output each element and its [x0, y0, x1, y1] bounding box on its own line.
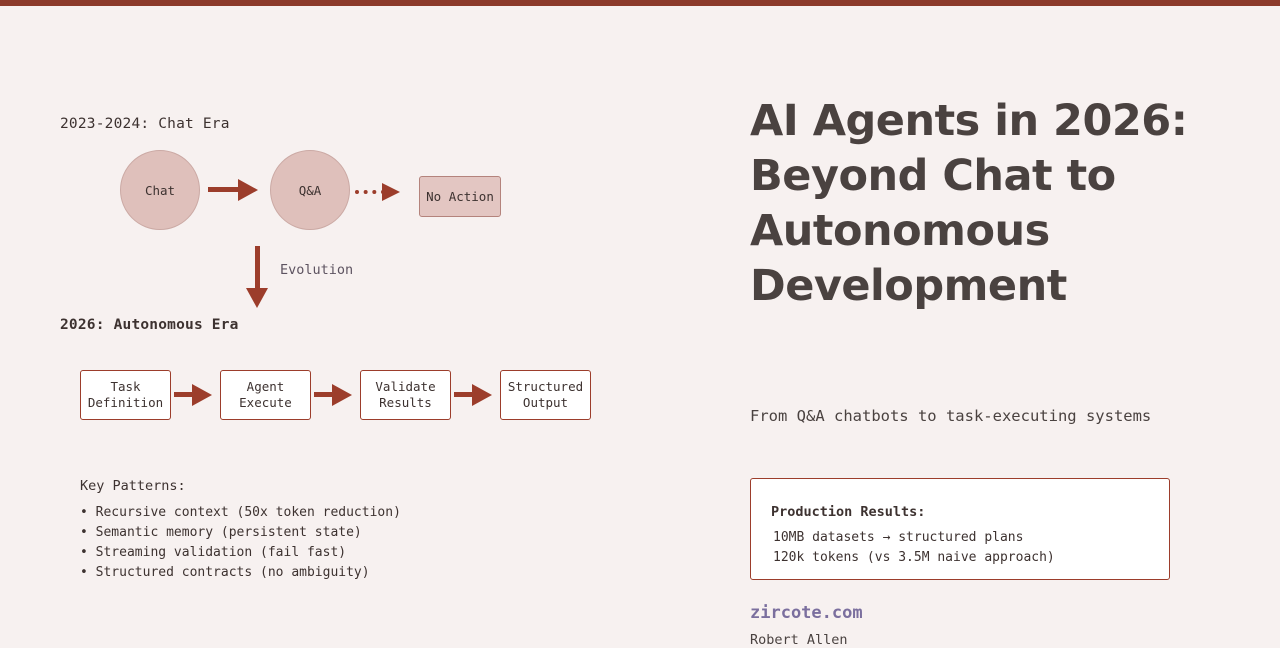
pipeline-step-agent-execute [220, 370, 311, 420]
title-panel [750, 6, 1210, 648]
arrow-qa-to-noaction-head [382, 183, 400, 201]
page-subtitle: From Q&A chatbots to task-executing systems [750, 407, 1152, 425]
production-results-line: 10MB datasets → structured plans [773, 530, 1024, 545]
pipeline-arrow-1-head [192, 384, 212, 406]
pipeline-step-line2: Execute [239, 395, 292, 410]
diagram-panel [0, 6, 700, 640]
list-item: • Structured contracts (no ambiguity) [80, 565, 370, 580]
arrow-chat-to-qa-line [208, 187, 240, 192]
site-link[interactable]: zircote.com [750, 603, 863, 623]
pipeline-step-line1: Task [110, 378, 141, 394]
node-qa: Q&A [270, 150, 350, 230]
era-label-autonomous: 2026: Autonomous Era [60, 317, 239, 333]
author-name: Robert Allen [750, 632, 848, 648]
arrow-chat-to-qa-head [238, 179, 258, 201]
production-results-card [750, 478, 1170, 580]
key-patterns-list [80, 503, 401, 583]
production-results-line: 120k tokens (vs 3.5M naive approach) [773, 550, 1055, 565]
pipeline-step-line2: Definition [87, 395, 164, 410]
list-item: • Semantic memory (persistent state) [80, 525, 362, 540]
era-label-chat: 2023-2024: Chat Era [60, 116, 230, 132]
pipeline-step-task-definition [80, 370, 171, 420]
pipeline-step-line1: Structured [507, 378, 584, 394]
evolution-arrow-head [246, 288, 268, 308]
pipeline-step-line2: Output [522, 395, 569, 410]
pipeline-step-line1: Validate [375, 378, 436, 394]
pipeline-step-validate-results [360, 370, 451, 420]
production-results-title: Production Results: [771, 504, 926, 520]
pipeline-arrow-2-head [332, 384, 352, 406]
evolution-label: Evolution [280, 262, 354, 278]
key-patterns-title: Key Patterns: [80, 478, 186, 494]
pipeline-arrow-3-head [472, 384, 492, 406]
slide-canvas [0, 6, 1280, 648]
pipeline-step-structured-output [500, 370, 591, 420]
arrow-qa-to-noaction-line [355, 190, 385, 194]
pipeline-step-line1: Agent [246, 378, 285, 394]
page-title: AI Agents in 2026: Beyond Chat to Autonomous Development [750, 96, 1188, 311]
node-chat: Chat [120, 150, 200, 230]
node-no-action: No Action [419, 176, 501, 217]
evolution-arrow-line [255, 246, 260, 294]
list-item: • Streaming validation (fail fast) [80, 545, 347, 560]
pipeline-step-line2: Results [379, 395, 432, 410]
list-item: • Recursive context (50x token reduction) [80, 505, 401, 520]
